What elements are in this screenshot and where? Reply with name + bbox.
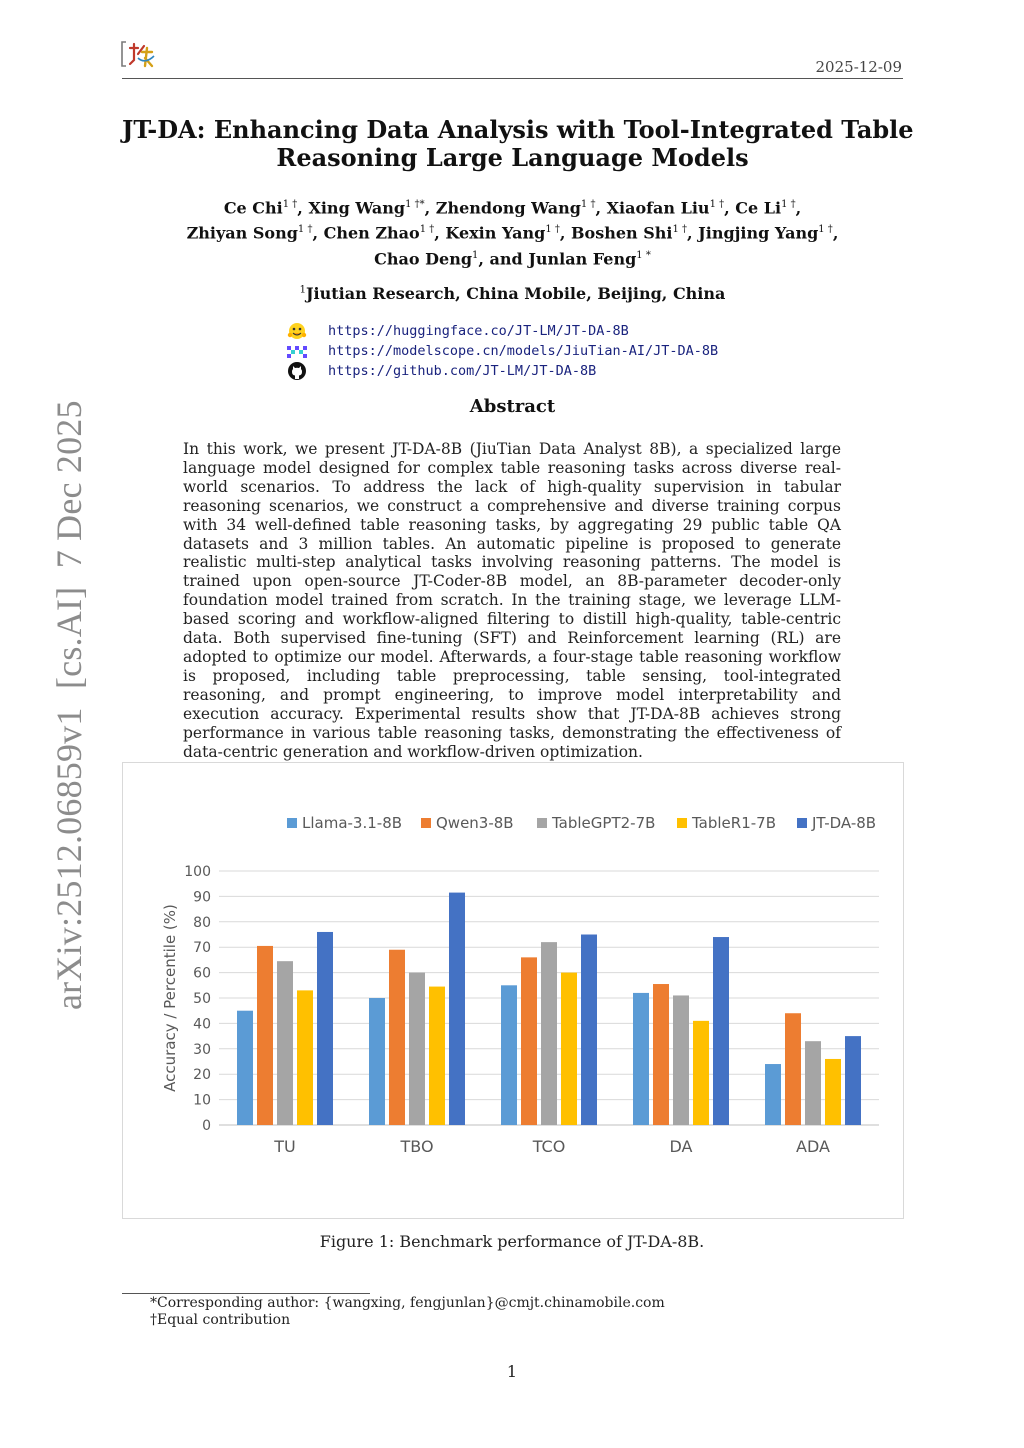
author-name: Chen Zhao [323,223,420,243]
bar-tco-llama-3-1-8b [501,985,517,1125]
bar-tu-qwen3-8b [257,946,273,1125]
author-separator: , [312,223,324,243]
footnote-corresponding-author: *Corresponding author: {wangxing, fengjunlan}@cmjt.chinamobile.com [150,1295,665,1311]
y-tick-label: 50 [193,991,211,1007]
bar-ada-tablegpt2-7b [805,1041,821,1125]
bar-da-qwen3-8b [653,984,669,1125]
author-separator: , [434,223,446,243]
author-separator: , [687,223,699,243]
bar-tu-tablegpt2-7b [277,961,293,1125]
bar-tbo-jt-da-8b [449,893,465,1125]
author-line-3 [122,245,903,270]
author-separator: , [832,223,839,243]
bar-ada-llama-3-1-8b [765,1064,781,1125]
author-list [122,194,903,270]
author-name: Xing Wang [308,198,406,218]
y-tick-label: 100 [184,864,211,880]
modelscope-link[interactable]: https://modelscope.cn/models/JiuTian-AI/JT-DA-8B [328,343,719,359]
page-number: 1 [506,1362,518,1381]
author-name: Ce Li [735,198,782,218]
y-tick-label: 30 [193,1041,211,1058]
author-mark: 1 † [419,224,435,236]
legend-label: Qwen3-8B [436,814,514,832]
author-mark: 1 † [818,224,833,236]
author-mark: 1 †* [405,199,425,210]
y-tick-label: 40 [193,1016,211,1033]
author-separator: , [724,198,736,218]
figure-1-box [122,762,904,1219]
bar-tu-tabler1-7b [297,990,313,1125]
x-tick-label: TBO [400,1137,434,1156]
bar-tco-jt-da-8b [581,935,597,1126]
author-mark: 1 [472,249,479,261]
author-name: Xiaofan Liu [606,198,710,218]
legend-swatch [677,818,687,828]
legend-swatch [797,818,807,828]
author-mark: 1 † [282,199,298,210]
author-mark: 1 † [781,199,796,210]
author-name: Boshen Shi [571,223,673,243]
paper-title [122,115,914,172]
legend-swatch [287,818,297,828]
github-link[interactable]: https://github.com/JT-LM/JT-DA-8B [328,363,597,379]
bar-tu-jt-da-8b [317,932,333,1125]
bar-tco-qwen3-8b [521,957,537,1125]
bar-tbo-qwen3-8b [389,950,405,1125]
legend-label: JT-DA-8B [812,814,877,832]
title-line-2: Reasoning Large Language Models [276,143,749,172]
link-row-github[interactable] [286,361,596,381]
link-row-modelscope[interactable] [286,341,718,361]
legend-label: TableR1-7B [692,814,777,832]
author-separator: , [559,223,571,243]
bar-ada-qwen3-8b [785,1013,801,1125]
bar-tbo-llama-3-1-8b [369,998,385,1125]
bar-ada-tabler1-7b [825,1059,841,1125]
author-mark: 1 † [297,224,313,236]
author-mark: 1 † [580,199,596,210]
abstract-heading: Abstract [469,396,556,417]
huggingface-link[interactable]: https://huggingface.co/JT-LM/JT-DA-8B [328,323,629,339]
author-name: Kexin Yang [445,223,546,243]
abstract-body: In this work, we present JT-DA-8B (JiuTian Data Analyst 8B), a specialized large language model designed for complex table reasoning tasks across diverse real-world scenarios. To address the lack of high-quality supervision in tabular reasoning scenarios, we construct a comprehensive and diverse training corpus with 34 well-defined table reasoning tasks, by aggregating 29 public table QA datasets and 3 million tables. An automatic pipeline is proposed to generate realistic multi-step analytical tasks involving reasoning patterns. The model is trained upon open-source JT-Coder-8B model, an 8B-parameter decoder-only foundation model trained from scratch. In the training stage, we leverage LLM-based scoring and workflow-aligned filtering to distill high-quality, table-centric data. Both supervised fine-tuning (SFT) and Reinforcement learning (RL) are adopted to optimize our model. Afterwards, a four-stage table reasoning workflow is proposed, including table preprocessing, table sensing, tool-integrated reasoning, and prompt engineering, to improve model interpretability and execution accuracy. Experimental results show that JT-DA-8B achieves strong performance in various table reasoning tasks, demonstrating the effectiveness of data-centric generation and workflow-driven optimization. [183,440,841,761]
legend-label: TableGPT2-7B [552,814,656,832]
bar-tco-tablegpt2-7b [541,942,557,1125]
header-date: 2025-12-09 [815,58,902,76]
y-axis-label: Accuracy / Percentile (%) [161,904,179,1092]
figure-caption: Figure 1: Benchmark performance of JT-DA-8B. [319,1232,705,1251]
author-mark: 1 † [672,224,688,236]
bar-ada-jt-da-8b [845,1036,861,1125]
header-rule [122,78,903,79]
author-separator: , [795,198,802,218]
huggingface-icon [286,321,308,341]
arxiv-logo [118,36,160,76]
bar-da-tablegpt2-7b [673,995,689,1125]
x-tick-label: TU [274,1137,296,1156]
legend-swatch [421,818,431,828]
x-tick-label: TCO [532,1137,566,1156]
github-icon [286,361,308,381]
x-tick-label: DA [669,1137,693,1156]
y-tick-label: 10 [193,1092,211,1109]
author-mark: 1 * [636,249,651,261]
legend-swatch [537,818,547,828]
bar-da-jt-da-8b [713,937,729,1125]
arxiv-side-stamp: arXiv:2512.06859v1 [cs.AI] 7 Dec 2025 [49,400,89,1010]
bar-da-llama-3-1-8b [633,993,649,1125]
bar-tbo-tablegpt2-7b [409,973,425,1125]
footnote-rule [122,1293,370,1294]
author-name: Zhiyan Song [186,223,298,243]
bar-tbo-tabler1-7b [429,987,445,1125]
modelscope-icon [286,341,308,361]
y-tick-label: 60 [193,965,211,982]
bar-tco-tabler1-7b [561,973,577,1125]
author-line-2 [122,219,903,244]
author-mark: 1 † [545,224,560,236]
benchmark-bar-chart [123,763,903,1218]
author-mark: 1 † [709,199,725,210]
affiliation [122,284,903,303]
author-name: Zhendong Wang [435,198,581,218]
y-tick-label: 80 [193,914,211,931]
link-row-huggingface[interactable] [286,321,629,341]
legend-label: Llama-3.1-8B [302,814,403,832]
y-tick-label: 70 [193,940,211,957]
x-tick-label: ADA [796,1137,830,1156]
author-name: Junlan Feng [528,248,637,268]
title-line-1: JT-DA: Enhancing Data Analysis with Tool-Integrated Table [122,115,914,144]
author-name: Ce Chi [223,198,283,218]
bar-da-tabler1-7b [693,1021,709,1125]
author-name: Chao Deng [374,248,473,268]
y-tick-label: 20 [193,1067,211,1084]
author-separator: , and [478,248,529,268]
y-tick-label: 90 [193,889,211,906]
author-name: Jingjing Yang [698,223,819,243]
author-line-1 [122,194,903,219]
author-separator: , [595,198,607,218]
author-separator: , [297,198,309,218]
y-tick-label: 0 [202,1118,211,1134]
affiliation-mark: 1 [299,284,306,296]
affiliation-text: Jiutian Research, China Mobile, Beijing, China [305,284,726,303]
author-separator: , [424,198,436,218]
footnote-equal-contribution: †Equal contribution [150,1312,291,1328]
bar-tu-llama-3-1-8b [237,1011,253,1125]
